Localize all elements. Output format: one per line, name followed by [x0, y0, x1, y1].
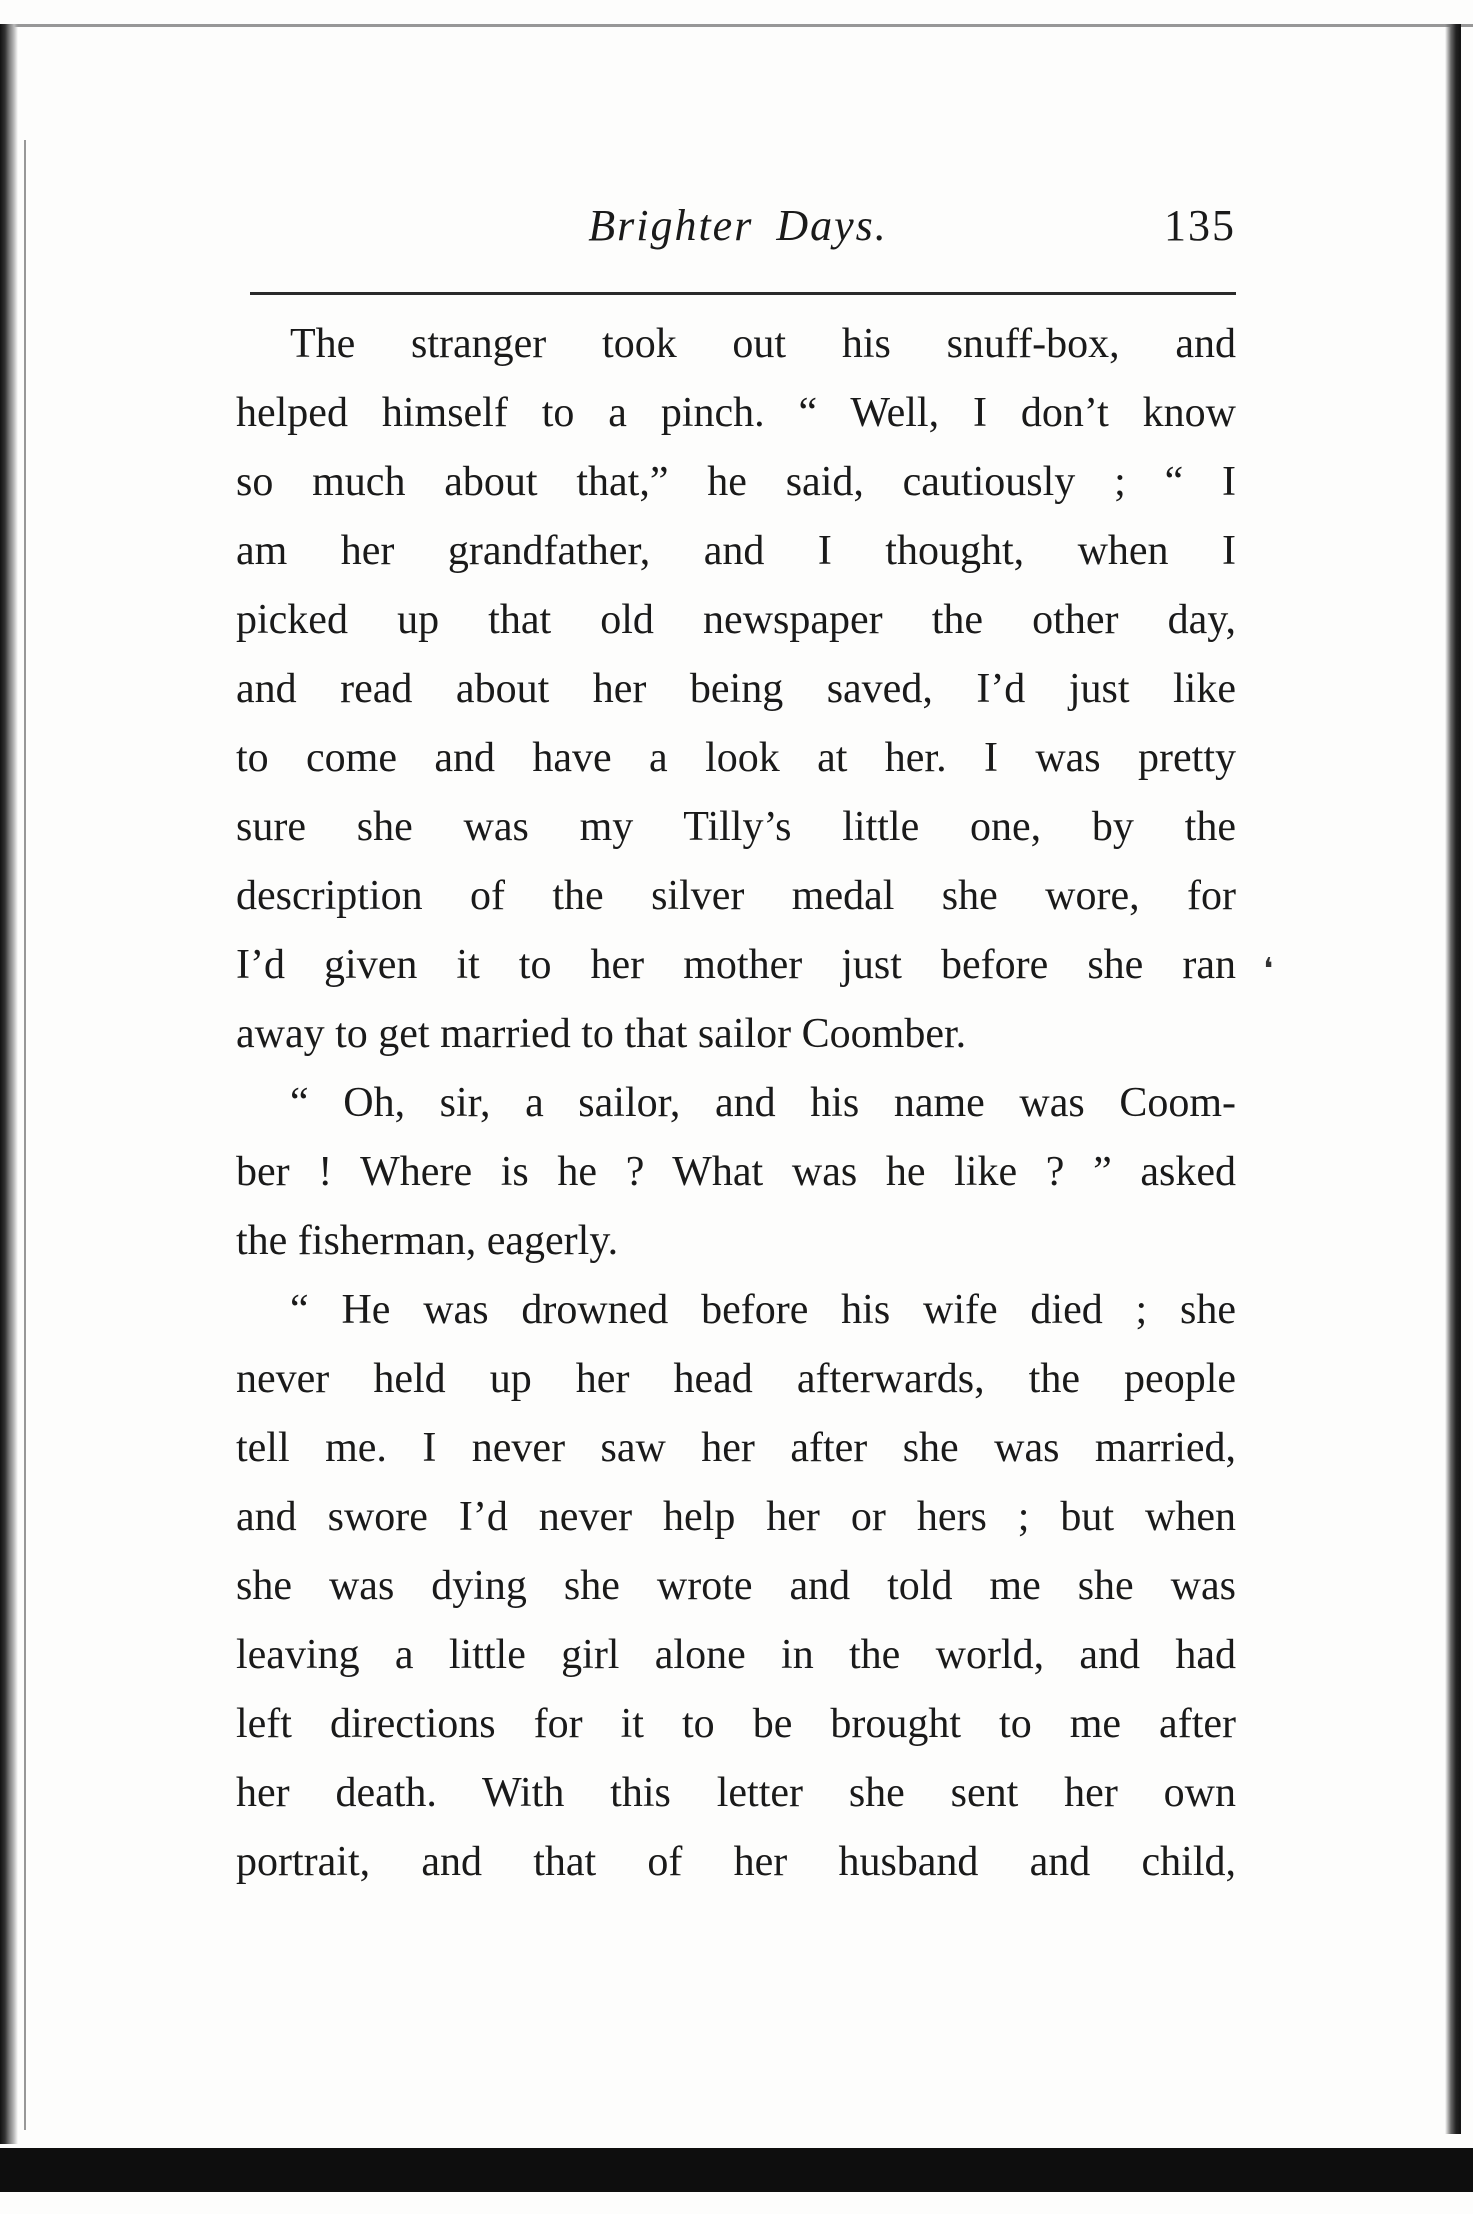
text-line: leaving a little girl alone in the world, and had: [236, 1632, 1236, 1678]
text-line: left directions for it to be brought to me after: [236, 1701, 1236, 1747]
scan-edge-left: [0, 24, 18, 2144]
text-line: picked up that old newspaper the other day,: [236, 597, 1236, 643]
text-line: she was dying she wrote and told me she was: [236, 1563, 1236, 1609]
text-line: and swore I’d never help her or hers ; but when: [236, 1494, 1236, 1540]
text-line: the fisherman, eagerly.: [236, 1218, 619, 1264]
text-line: description of the silver medal she wore, for: [236, 873, 1236, 919]
text-line: never held up her head afterwards, the people: [236, 1356, 1236, 1402]
text-line: portrait, and that of her husband and child,: [236, 1839, 1236, 1885]
text-line: am her grandfather, and I thought, when I: [236, 528, 1236, 574]
text-line: her death. With this letter she sent her own: [236, 1770, 1236, 1816]
scan-edge-left-line: [24, 140, 26, 2130]
text-line: ber ! Where is he ? What was he like ? ” asked: [236, 1149, 1236, 1195]
text-line: “ He was drowned before his wife died ; she: [290, 1287, 1236, 1333]
text-line: tell me. I never saw her after she was married,: [236, 1425, 1236, 1471]
scan-edge-top: [0, 24, 1473, 27]
scan-edge-right: [1445, 24, 1461, 2134]
body-text: [236, 310, 1236, 1897]
text-line: sure she was my Tilly’s little one, by the: [236, 804, 1236, 850]
running-head: [240, 200, 1236, 270]
text-line: helped himself to a pinch. “ Well, I don’t know: [236, 390, 1236, 436]
header-rule: [250, 292, 1236, 295]
running-head-title: Brighter Days.: [588, 201, 888, 250]
text-line: so much about that,” he said, cautiously ; “ I: [236, 459, 1236, 505]
text-line: to come and have a look at her. I was pretty: [236, 735, 1236, 781]
page-number: 135: [1164, 201, 1236, 250]
text-line: I’d given it to her mother just before she ran: [236, 942, 1236, 988]
scan-edge-bottom: [0, 2148, 1473, 2192]
stray-ink-mark-icon: ❛: [1263, 953, 1273, 986]
text-line: away to get married to that sailor Coomber.: [236, 1011, 967, 1057]
text-line: and read about her being saved, I’d just like: [236, 666, 1236, 712]
text-line: “ Oh, sir, a sailor, and his name was Coom-: [290, 1080, 1236, 1126]
text-line: The stranger took out his snuff-box, and: [290, 321, 1236, 367]
